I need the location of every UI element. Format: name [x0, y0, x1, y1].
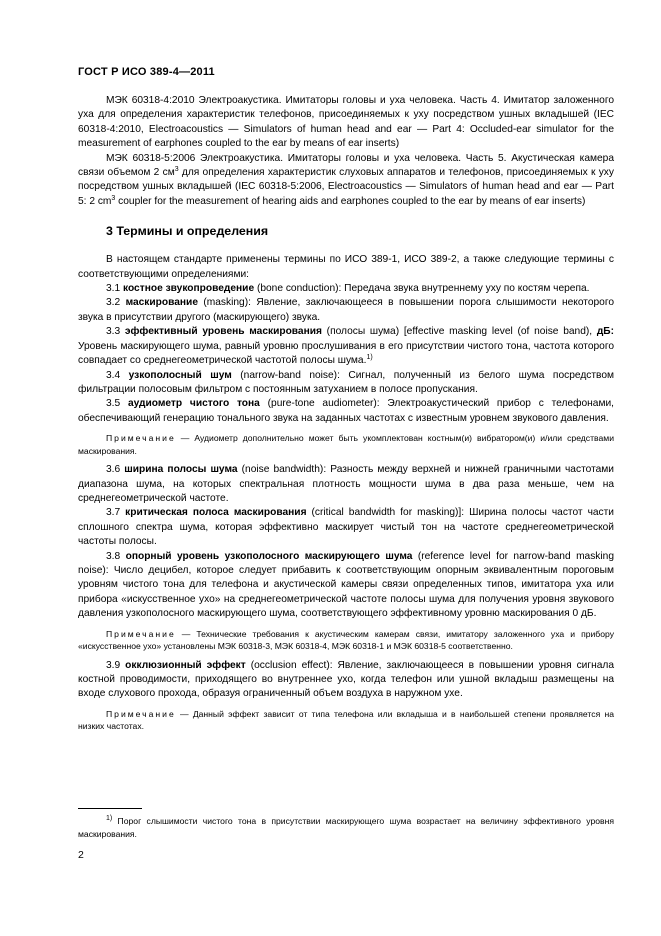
term-definition: (noise bandwidth): Разность между верхней и нижней граничными частотами диапазона шума, на которых спектральная плотность мощности шума в два раза меньше, чем на среднегеометрической частоте.	[78, 464, 614, 504]
term-name: эффективный уровень маскирования	[124, 326, 322, 338]
note-label: Примечание	[106, 433, 176, 444]
term-unit: дБ:	[596, 326, 614, 338]
term-name: опорный уровень узкополосного маскирующего шума	[125, 550, 413, 562]
term-name: костное звукопроведение	[123, 283, 255, 295]
term-3-4	[78, 369, 614, 398]
term-3-2	[78, 296, 614, 325]
term-name: маскирование	[125, 297, 198, 309]
note-audiometer	[78, 432, 614, 457]
footnote-ref: 1)	[366, 354, 373, 362]
note-couplers	[78, 628, 614, 653]
term-name: окклюзионный эффект	[125, 659, 246, 671]
term-number: 3.3	[106, 326, 125, 338]
footnote-divider	[78, 808, 142, 809]
reference-iec-60318-4: МЭК 60318-4:2010 Электроакустика. Имитаторы головы и уха человека. Часть 4. Имитатор заложенного уха для определения характеристик телефонов, присоединяемых к уху посредством ушных вкладышей (IEC 60318-4:2010, Electroacoustics — Simulators of human head and ear — Part 4: Occluded-ear simulator for the measurement of earphones coupled to the ear by means of ear inserts)	[78, 95, 614, 150]
term-3-1	[78, 282, 614, 296]
term-number: 3.9	[106, 659, 126, 671]
note-occlusion	[78, 708, 614, 733]
term-number: 3.6	[106, 464, 125, 476]
document-body	[78, 94, 614, 739]
term-number: 3.4	[106, 369, 129, 381]
term-3-3	[78, 325, 614, 368]
section-heading: 3 Термины и определения	[106, 224, 269, 239]
term-3-8	[78, 550, 614, 622]
reference-text: coupler for the measurement of hearing aids and earphones coupled to the ear by means of ear inserts)	[115, 195, 586, 207]
note-text: — Данный эффект зависит от типа телефона или вкладыша и в наибольшей степени проявляется на низких частотах.	[78, 708, 614, 732]
term-definition: (narrow-band noise): Сигнал, полученный из белого шума посредством фильтрации полосовым фильтром с постоянным затуханием в полосе пропускания.	[78, 369, 614, 395]
footnote-text: Порог слышимости чистого тона в присутствии маскирующего шума возрастает на величину эффективного уровня маскирования.	[78, 816, 614, 839]
term-name: критическая полоса маскирования	[125, 507, 307, 519]
note-label: Примечание	[106, 628, 176, 639]
intro-paragraph: В настоящем стандарте применены термины по ИСО 389-1, ИСО 389-2, а также следующие термины с соответствующими определениями:	[78, 254, 614, 280]
term-name: узкополосный шум	[128, 369, 232, 381]
term-3-7	[78, 506, 614, 549]
note-text: — Технические требования к акустическим камерам связи, имитатору заложенного уха и прибору «искусственное ухо» установлены МЭК 60318-3, МЭК 60318-4, МЭК 60318-1 и МЭК 60318-5 соответственно.	[78, 628, 614, 652]
term-number: 3.5	[106, 398, 128, 410]
term-definition: (masking): Явление, заключающееся в повышении порога слышимости некоторого звука в присутствии другого (маскирующего) звука.	[78, 297, 614, 323]
reference-iec-60318-5	[78, 152, 614, 210]
term-3-5	[78, 397, 614, 426]
term-definition: (bone conduction): Передача звука внутреннему уху по костям черепа.	[254, 283, 590, 295]
superscript: 3	[111, 194, 116, 202]
term-3-6	[78, 463, 614, 506]
footnote-mark: 1)	[106, 815, 113, 822]
note-label: Примечание	[106, 708, 176, 719]
term-definition: (полосы шума) [effective masking level (of noise band),	[321, 326, 597, 338]
reference-text: для определения характеристик слуховых аппаратов и телефонов, присоединяемых к уху посредством ушных вкладышей (IEC 60318-5:2006, Electroacoustics — Simulators of human head and ear — Part 5: 2 cm	[78, 167, 614, 207]
term-3-9	[78, 659, 614, 702]
page-number: 2	[78, 849, 84, 861]
term-definition: (critical bandwidth for masking)]: Ширина полосы частот части сплошного спектра шума, которая эффективно маскирует чистый тон на частоте среднегеометрической частоты полосы.	[78, 507, 614, 548]
reference-text: МЭК 60318-5:2006 Электроакустика. Имитаторы головы и уха человека. Часть 5. Акустическая камера связи объемом 2 см	[78, 152, 614, 179]
superscript: 3	[174, 166, 179, 174]
footnote	[78, 815, 614, 841]
term-definition: (reference level for narrow-band masking noise): Число децибел, которое следует прибавить к соответствующим опорным эквивалентным пороговым уровням чистого тона для телефона и акустической камеры связи определенных типов, имитатора уха или прибора «искусственное ухо» на среднегеометрической частоте полосы шума для получения уровня звукового давления узкополосного маскирующего шума, соответствующего эффективному уровню маскирования 0 дБ.	[78, 550, 614, 620]
term-number: 3.8	[106, 550, 126, 562]
term-definition: (occlusion effect): Явление, заключающееся в повышении уровня сигнала костной проводимости, приходящего во внутреннее ухо, когда телефон или ушной вкладыш размещены на входе слухового прохода, образуя ограниченный объем воздуха в наружном ухе.	[78, 659, 614, 700]
term-definition: Уровень маскирующего шума, равный уровню прослушивания в его присутствии чистого тона, частота которого совпадает со среднегеометрической частотой полосы шума.	[78, 340, 614, 367]
term-definition: (pure-tone audiometer): Электроакустический прибор с телефонами, обеспечивающий генерацию тонального звука на заданных частотах с известным уровнем звукового давления.	[78, 398, 614, 424]
note-text: — Аудиометр дополнительно может быть укомплектован костным(и) вибратором(и) и/или средствами маскирования.	[78, 433, 614, 456]
term-number: 3.2	[106, 297, 126, 309]
term-name: аудиометр чистого тона	[127, 398, 260, 410]
term-number: 3.1	[106, 283, 123, 295]
term-number: 3.7	[106, 507, 126, 519]
term-name: ширина полосы шума	[124, 464, 238, 476]
standard-header: ГОСТ Р ИСО 389-4—2011	[78, 66, 215, 78]
